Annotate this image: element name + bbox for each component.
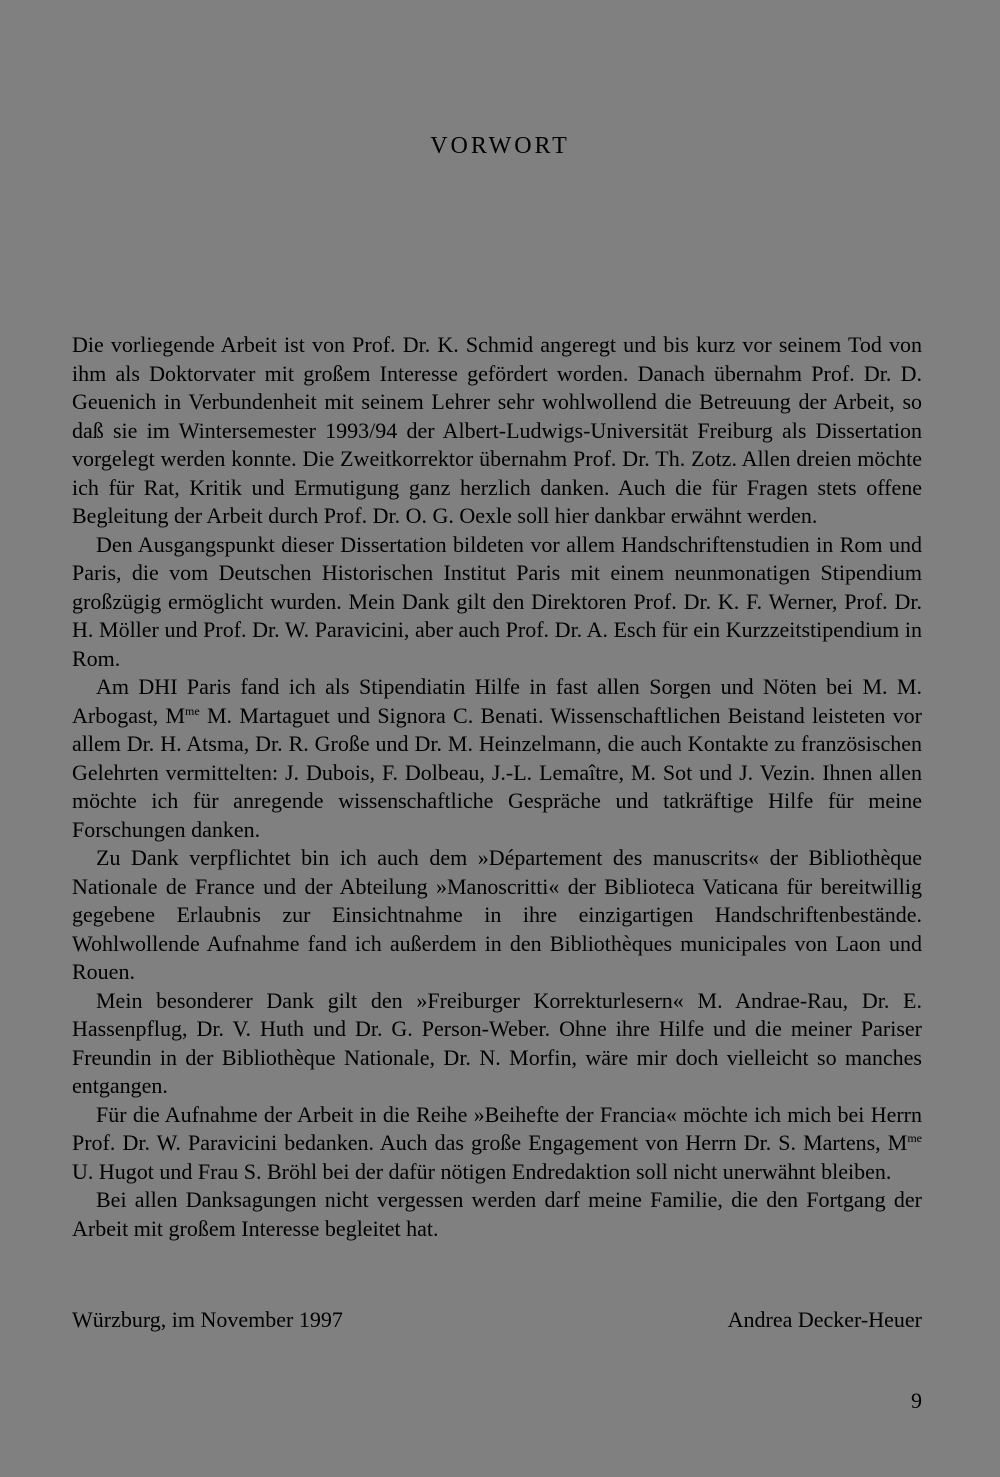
page-number: 9 — [911, 1388, 922, 1413]
paragraph-5 — [72, 987, 922, 1101]
author-name: Andrea Decker-Heuer — [727, 1307, 922, 1332]
body-text — [72, 331, 922, 1243]
paragraph-2 — [72, 531, 922, 674]
paragraph-text: Am DHI Paris fand ich als Stipendiatin Hilfe in fast allen Sorgen und Nöten bei M. M. Arbogast, M — [72, 674, 922, 728]
paragraph-1 — [72, 331, 922, 531]
paragraph-4 — [72, 844, 922, 987]
paragraph-text: Für die Aufnahme der Arbeit in die Reihe »Beihefte der Francia« möchte ich mich bei Herrn Prof. Dr. W. Paravicini bedanken. Auch das große Engagement von Herrn Dr. S. Martens, M — [72, 1101, 922, 1155]
place-date: Würzburg, im November 1997 — [72, 1307, 343, 1332]
superscript: me — [185, 703, 200, 718]
paragraph-3 — [72, 673, 922, 844]
paragraph-text: U. Hugot und Frau S. Bröhl bei der dafür nötigen Endredaktion soll nicht unerwähnt bleiben. — [72, 1158, 892, 1184]
paragraph-text: Bei allen Danksagungen nicht vergessen werden darf meine Familie, die den Fortgang der Arbeit mit großem Interesse begleitet hat. — [72, 1187, 922, 1241]
superscript: me — [907, 1131, 922, 1145]
paragraph-text: Mein besonderer Dank gilt den »Freiburger Korrekturlesern« M. Andrae-Rau, Dr. E. Hassenpflug, Dr. V. Huth und Dr. G. Person-Weber. Ohne ihre Hilfe und die meiner Pariser Freundin in der Bibliothèque Nationale, Dr. N. Morfin, wäre mir doch vielleicht so manches entgangen. — [72, 987, 922, 1098]
paragraph-6 — [72, 1101, 922, 1187]
paragraph-text: Die vorliegende Arbeit ist von Prof. Dr. K. Schmid angeregt und bis kurz vor seinem Tod von ihm als Doktorvater mit großem Interesse gefördert worden. Danach übernahm Prof. Dr. D. Geuenich in Verbundenheit mit seinem Lehrer sehr wohlwollend die Betreuung der Arbeit, so daß sie im Wintersemester 1993/94 der Albert-Ludwigs-Universität Freiburg als Dissertation vorgelegt werden konnte. Die Zweitkorrektor übernahm Prof. Dr. Th. Zotz. Allen dreien möchte ich für Rat, Kritik und Ermutigung ganz herzlich danken. Auch die für Fragen stets offene Begleitung der Arbeit durch Prof. Dr. O. G. Oexle soll hier dankbar erwähnt werden. — [72, 332, 922, 528]
page-title: VORWORT — [430, 133, 570, 159]
paragraph-text: Zu Dank verpflichtet bin ich auch dem »Département des manuscrits« der Bibliothèque Nationale de France und der Abteilung »Manoscritti« der Biblioteca Vaticana für bereitwillig gegebene Erlaubnis zur Einsichtnahme in ihre einzigartigen Handschriftenbestände. Wohlwollende Aufnahme fand ich außerdem in den Bibliothèques municipales von Laon und Rouen. — [72, 845, 922, 984]
signature-line — [72, 1307, 922, 1333]
paragraph-text: M. Martaguet und Signora C. Benati. Wissenschaftlichen Beistand leisteten vor allem Dr. H. Atsma, Dr. R. Große und Dr. M. Heinzelmann, die auch Kontakte zu französischen Gelehrten vermittelten: J. Dubois, F. Dolbeau, J.-L. Lemaître, M. Sot und J. Vezin. Ihnen allen möchte ich für anregende wissenschaftliche Gespräche und tatkräftige Hilfe für meine Forschungen danken. — [72, 702, 922, 842]
paragraph-7 — [72, 1186, 922, 1243]
paragraph-text: Den Ausgangspunkt dieser Dissertation bildeten vor allem Handschriftenstudien in Rom und Paris, die vom Deutschen Historischen Institut Paris mit einem neunmonatigen Stipendium großzügig ermöglicht wurden. Mein Dank gilt den Direktoren Prof. Dr. K. F. Werner, Prof. Dr. H. Möller und Prof. Dr. W. Paravicini, aber auch Prof. Dr. A. Esch für ein Kurzzeitstipendium in Rom. — [72, 531, 922, 671]
